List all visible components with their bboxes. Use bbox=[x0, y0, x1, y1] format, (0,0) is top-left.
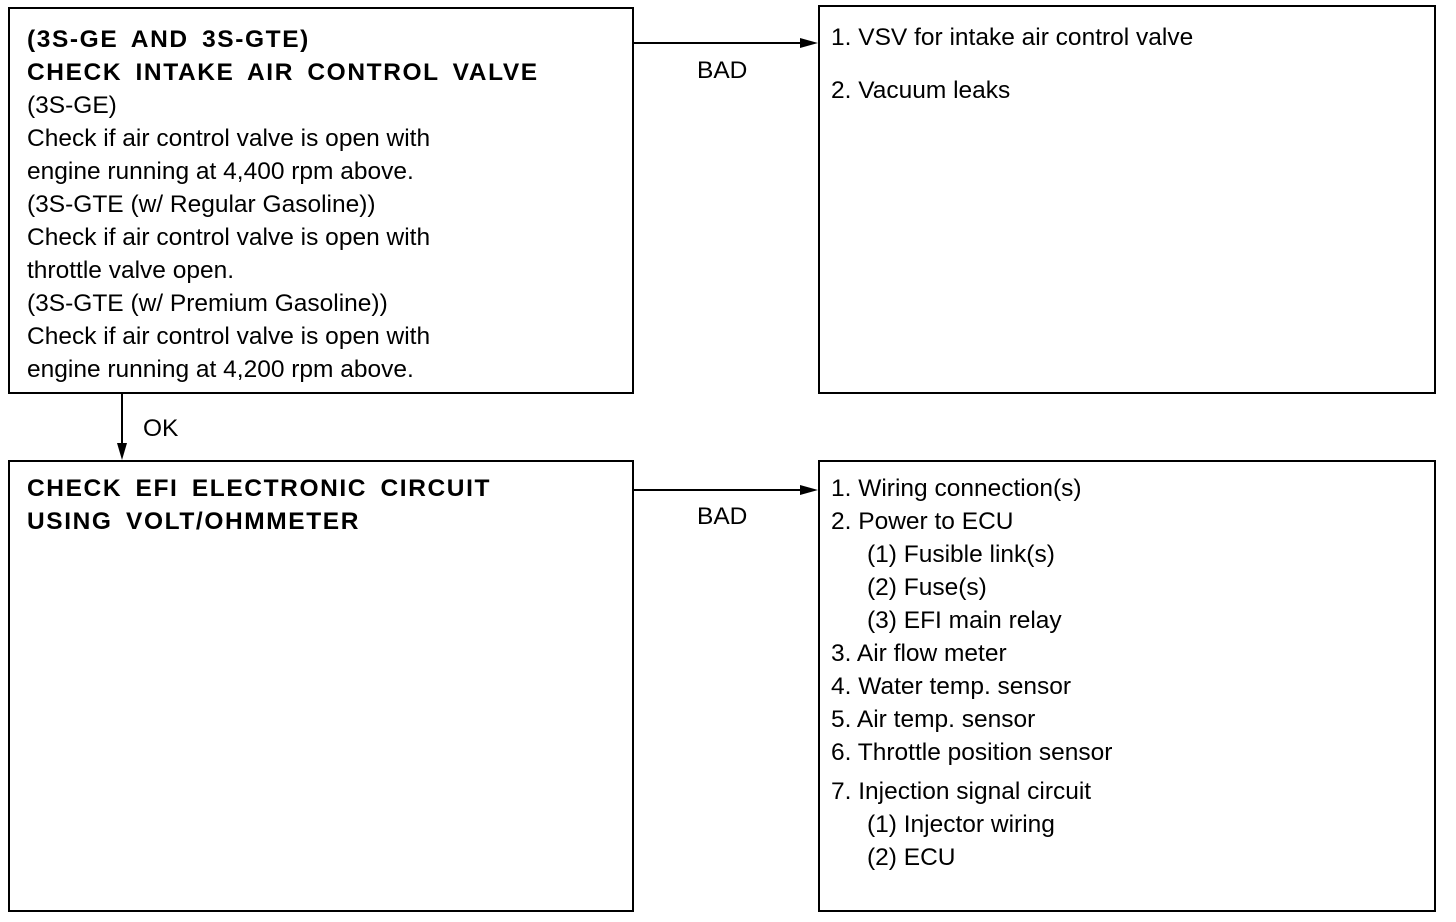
bad-arrow-1-head bbox=[800, 38, 818, 48]
check-title: CHECK EFI ELECTRONIC CIRCUIT bbox=[27, 475, 492, 502]
ok-arrow-head bbox=[117, 443, 127, 460]
cause-subitem: (2) Fuse(s) bbox=[867, 574, 987, 601]
bad-label-2: BAD bbox=[697, 503, 748, 530]
cause-item: 6. Throttle position sensor bbox=[831, 739, 1113, 766]
check-title: USING VOLT/OHMMETER bbox=[27, 508, 361, 535]
variant-label-3s-ge: (3S-GE) bbox=[27, 92, 117, 119]
variant-label-premium: (3S-GTE (w/ Premium Gasoline)) bbox=[27, 290, 388, 317]
cause-item: 7. Injection signal circuit bbox=[831, 778, 1092, 805]
cause-item: 2. Vacuum leaks bbox=[831, 77, 1011, 104]
cause-item: 1. Wiring connection(s) bbox=[831, 475, 1082, 502]
bad-arrow-2-head bbox=[800, 485, 818, 495]
instruction-line: engine running at 4,400 rpm above. bbox=[27, 158, 414, 185]
cause-item: 4. Water temp. sensor bbox=[831, 673, 1072, 700]
ok-label: OK bbox=[143, 415, 179, 442]
instruction-line: throttle valve open. bbox=[27, 257, 235, 284]
instruction-line: Check if air control valve is open with bbox=[27, 224, 431, 251]
bad-label-1: BAD bbox=[697, 57, 748, 84]
cause-item: 3. Air flow meter bbox=[831, 640, 1007, 667]
check-title: CHECK INTAKE AIR CONTROL VALVE bbox=[27, 59, 539, 86]
cause-item: 1. VSV for intake air control valve bbox=[831, 24, 1194, 51]
variant-label-regular: (3S-GTE (w/ Regular Gasoline)) bbox=[27, 191, 376, 218]
cause-item: 5. Air temp. sensor bbox=[831, 706, 1036, 733]
cause-subitem: (1) Injector wiring bbox=[867, 811, 1055, 838]
instruction-line: Check if air control valve is open with bbox=[27, 323, 431, 350]
cause-subitem: (3) EFI main relay bbox=[867, 607, 1062, 634]
instruction-line: engine running at 4,200 rpm above. bbox=[27, 356, 414, 383]
cause-subitem: (2) ECU bbox=[867, 844, 956, 871]
engine-scope-heading: (3S-GE AND 3S-GTE) bbox=[27, 26, 310, 53]
instruction-line: Check if air control valve is open with bbox=[27, 125, 431, 152]
cause-item: 2. Power to ECU bbox=[831, 508, 1014, 535]
cause-subitem: (1) Fusible link(s) bbox=[867, 541, 1055, 568]
